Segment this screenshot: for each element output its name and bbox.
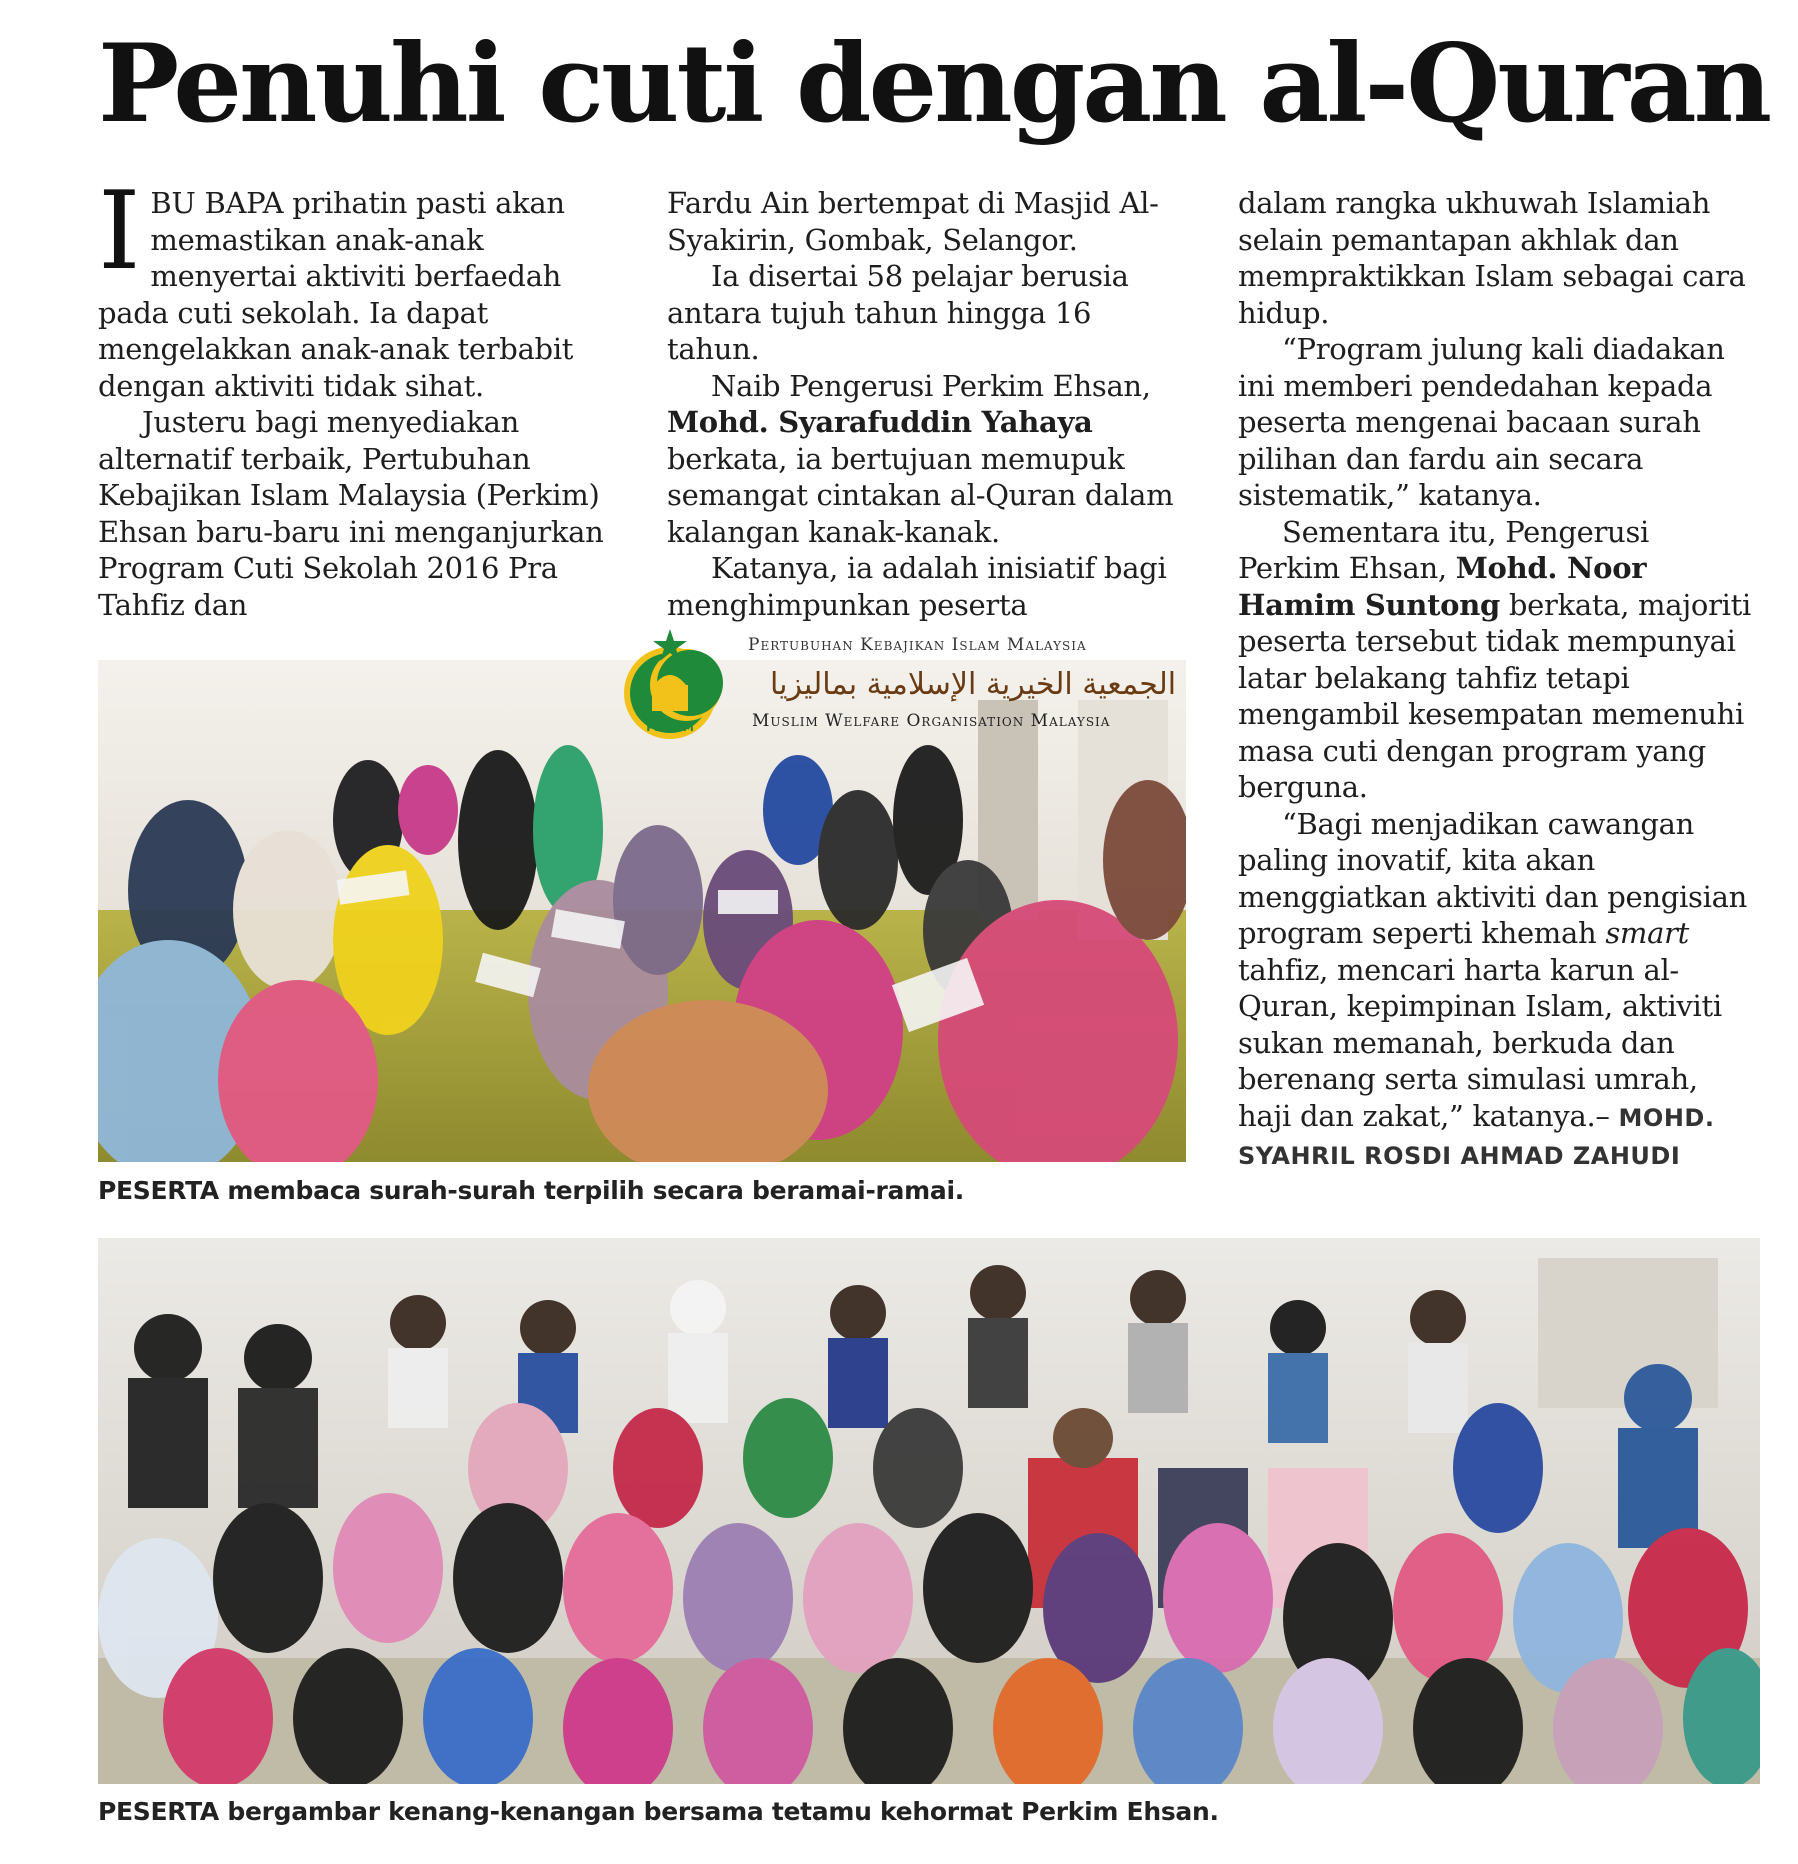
perkim-badge-text: PERKIM xyxy=(646,721,694,734)
paragraph: Katanya, ia adalah inisiatif bagi menghimpunkan peserta xyxy=(667,551,1167,622)
photo-group xyxy=(98,1238,1760,1784)
headline: Penuhi cuti dengan al-Quran xyxy=(98,21,1770,147)
paragraph: IBU BAPA prihatin pasti akan memastikan anak-anak menyertai aktiviti berfaedah pada cuti sekolah. Ia dapat mengelakkan anak-anak terbabit dengan aktiviti tidak sihat. xyxy=(98,169,574,403)
logo-line-arabic: الجمعية الخيرية الإسلامية بماليزيا xyxy=(770,667,1177,702)
person-name: Mohd. Noor Hamim Suntong xyxy=(1238,551,1647,622)
logo-line-english: Muslim Welfare Organisation Malaysia xyxy=(752,711,1111,731)
paragraph: Ia disertai 58 pelajar berusia antara tujuh tahun hingga 16 tahun. xyxy=(667,259,1129,366)
article-column-2 xyxy=(667,185,1187,623)
paragraph: Naib Pengerusi Perkim Ehsan, Mohd. Syarafuddin Yahaya berkata, ia bertujuan memupuk semangat cintakan al-Quran dalam kalangan kanak-kanak. xyxy=(667,368,1174,549)
logo-line-malay: Pertubuhan Kebajikan Islam Malaysia xyxy=(748,635,1087,655)
paragraph: Fardu Ain bertempat di Masjid Al-Syakirin, Gombak, Selangor. xyxy=(667,186,1159,257)
paragraph: dalam rangka ukhuwah Islamiah selain pemantapan akhlak dan mempraktikkan Islam sebagai cara hidup. xyxy=(1238,186,1746,330)
photo-caption-1: PESERTA membaca surah-surah terpilih secara beramai-ramai. xyxy=(98,1176,964,1205)
drop-cap: I xyxy=(98,169,141,294)
paragraph: Sementara itu, Pengerusi Perkim Ehsan, Mohd. Noor Hamim Suntong berkata, majoriti peserta tersebut tidak mempunyai latar belakang tahfiz tetapi mengambil kesempatan memenuhi masa cuti dengan program yang berguna. xyxy=(1238,514,1751,804)
perkim-logo xyxy=(610,625,1177,745)
byline: MOHD. SYAHRIL ROSDI AHMAD ZAHUDI xyxy=(1238,1103,1715,1170)
emphasis: smart xyxy=(1605,916,1690,950)
person-name: Mohd. Syarafuddin Yahaya xyxy=(667,405,1093,439)
paragraph: Justeru bagi menyediakan alternatif terbaik, Pertubuhan Kebajikan Islam Malaysia (Perkim) Ehsan baru-baru ini menganjurkan Program Cuti Sekolah 2016 Pra Tahfiz dan xyxy=(98,405,604,622)
paragraph: “Bagi menjadikan cawangan paling inovatif, kita akan menggiatkan aktiviti dan pengisian program seperti khemah smart tahfiz, mencari harta karun al-Quran, kepimpinan Islam, aktiviti sukan memanah, berkuda dan berenang serta simulasi umrah, haji dan zakat,” katanya.– MOHD. SYAHRIL ROSDI AHMAD ZAHUDI xyxy=(1238,806,1747,1170)
photo-caption-2: PESERTA bergambar kenang-kenangan bersama tetamu kehormat Perkim Ehsan. xyxy=(98,1797,1219,1826)
article-column-3 xyxy=(1238,185,1758,1175)
photo-group-image xyxy=(98,1238,1760,1784)
article-column-1 xyxy=(98,169,618,623)
perkim-emblem-icon xyxy=(610,625,740,745)
paragraph: “Program julung kali diadakan ini memberi pendedahan kepada peserta mengenai bacaan surah pilihan dan fardu ain secara sistematik,” katanya. xyxy=(1238,332,1725,512)
